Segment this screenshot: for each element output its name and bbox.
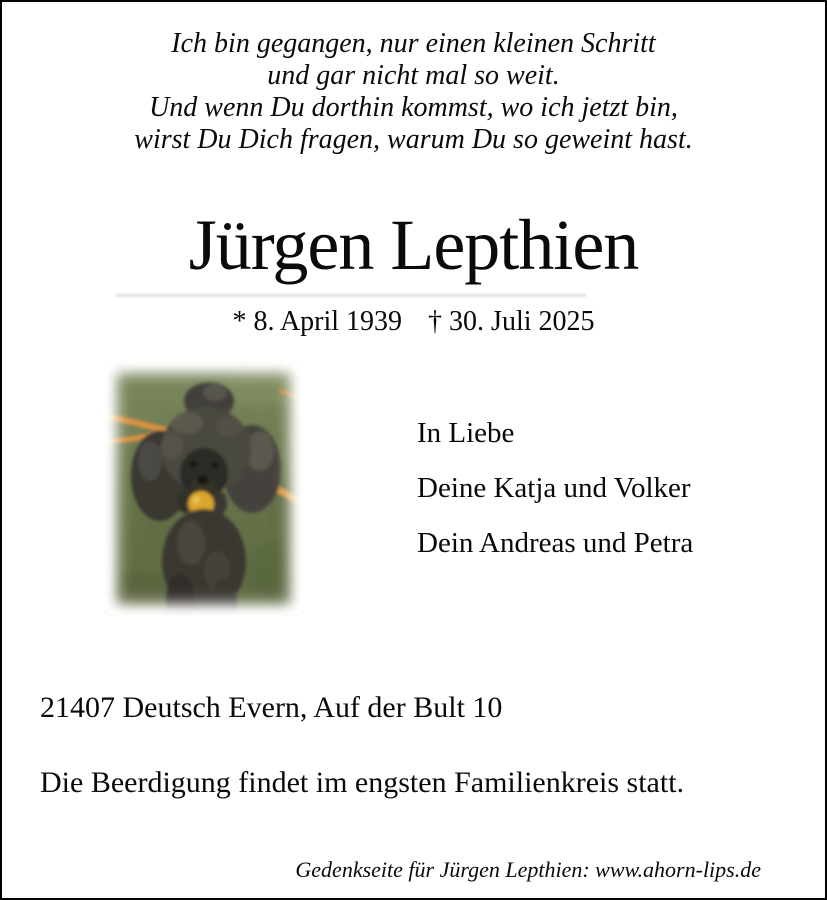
life-dates [2,307,825,337]
funeral-notice: Die Beerdigung findet im engsten Familienkreis statt. [40,766,685,799]
address-line: 21407 Deutsch Evern, Auf der Bult 10 [40,691,503,724]
condolence-line: Deine Katja und Volker [417,472,691,504]
poem-line: wirst Du Dich fragen, warum Du so geweint hast. [134,124,693,155]
scan-artifact-line [116,294,586,297]
poem-line: Ich bin gegangen, nur einen kleinen Schritt [171,28,656,59]
poem-line: Und wenn Du dorthin kommst, wo ich jetzt bin, [149,92,678,123]
poodle-photo-illustration [105,361,302,616]
death-date: † 30. Juli 2025 [428,306,595,337]
memorial-poem [2,28,825,156]
condolence-block [417,418,693,583]
memorial-site-note: Gedenkseite für Jürgen Lepthien: www.ahorn-lips.de [295,857,761,882]
poem-line: und gar nicht mal so weit. [267,60,560,91]
condolence-line: Dein Andreas und Petra [417,527,694,559]
condolence-line: In Liebe [417,417,515,449]
deceased-photo [105,361,302,616]
deceased-name: Jürgen Lepthien [188,205,639,285]
birth-date: * 8. April 1939 [232,306,403,337]
